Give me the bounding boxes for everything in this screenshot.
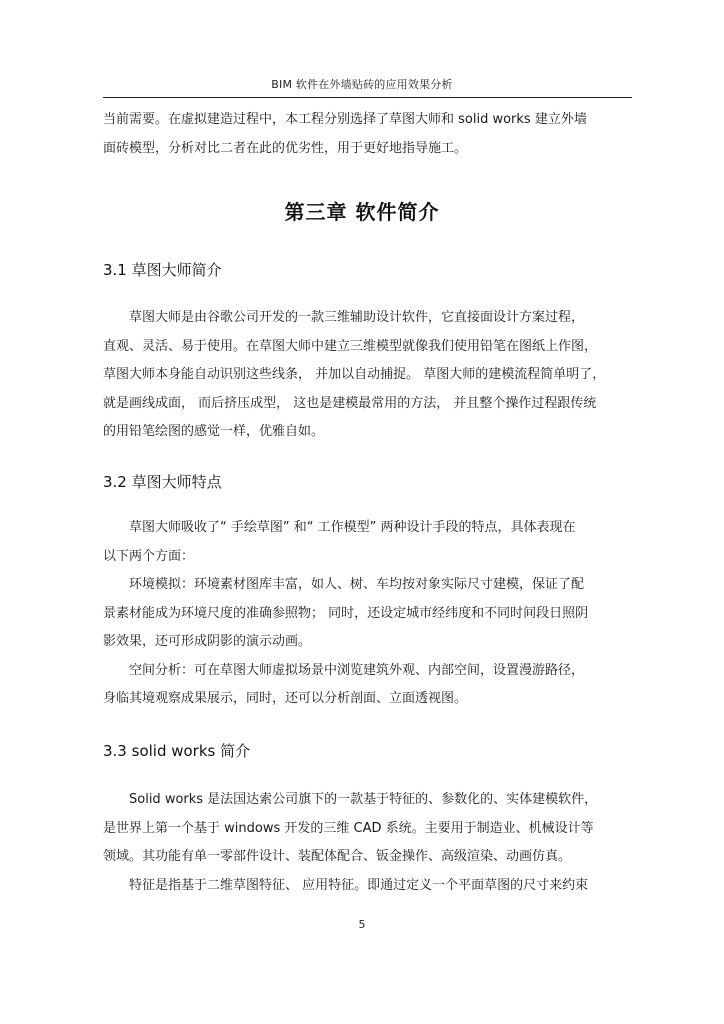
paragraph-line: 身临其境观察成果展示，同时，还可以分析剖面、立面透视图。 — [103, 691, 468, 706]
chapter-title: 第三章 软件简介 — [284, 200, 440, 224]
paragraph-line: 环境模拟：环境素材图库丰富，如人、树、车均按对象实际尺寸建模，保证了配 — [129, 577, 585, 592]
section-heading-3-2: 3.2 草图大师特点 — [103, 473, 222, 491]
section-3-1-paragraph — [103, 304, 632, 447]
paragraph-line: Solid works 是法国达索公司旗下的一款基于特征的、参数化的、实体建模软件， — [129, 792, 598, 807]
intro-line: 面砖模型，分析对比二者在此的优劣性，用于更好地指导施工。 — [103, 140, 468, 156]
paragraph-line: 影效果，还可形成阴影的演示动画。 — [103, 634, 312, 649]
intro-paragraph — [103, 106, 632, 163]
paragraph-line: 是世界上第一个基于 windows 开发的三维 CAD 系统。主要用于制造业、机械设计等 — [103, 820, 594, 836]
paragraph-line: 景素材能成为环境尺度的准确参照物； 同时，还设定城市经纬度和不同时间段日照阴 — [103, 605, 589, 621]
section-heading-3-3: 3.3 solid works 简介 — [103, 742, 251, 760]
paragraph-line: 草图大师本身能自动识别这些线条， 并加以自动捕捉。 草图大师的建模流程简单明了， — [103, 367, 606, 382]
page-number: 5 — [358, 918, 366, 931]
paragraph-line: 特征是指基于二维草图特征、 应用特征。即通过定义一个平面草图的尺寸来约束 — [129, 877, 589, 893]
running-header: BIM 软件在外墙贴砖的应用效果分析 — [271, 78, 453, 91]
paragraph-line: 的用铅笔绘图的感觉一样，优雅自如。 — [103, 424, 325, 439]
section-heading-3-1: 3.1 草图大师简介 — [103, 261, 222, 279]
paragraph-line: 就是画线成面， 而后挤压成型， 这也是建模最常用的方法， 并且整个操作过程跟传统 — [103, 395, 597, 411]
paragraph-line: 领域。其功能有单一零部件设计、装配体配合、钣金操作、高级渲染、动画仿真。 — [103, 849, 572, 864]
paragraph-line: 空间分析：可在草图大师虚拟场景中浏览建筑外观、内部空间，设置漫游路径， — [129, 662, 585, 678]
section-3-2-paragraph — [103, 514, 632, 714]
paragraph-line: 草图大师是由谷歌公司开发的一款三维辅助设计软件，它直接面设计方案过程， — [129, 310, 585, 325]
header-rule — [103, 97, 632, 98]
intro-line: 当前需要。在虚拟建造过程中，本工程分别选择了草图大师和 solid works 建立外墙 — [103, 112, 587, 127]
paragraph-line: 以下两个方面： — [103, 548, 195, 564]
section-3-3-paragraph — [103, 786, 632, 900]
paragraph-line: 草图大师吸收了“ 手绘草图” 和“ 工作模型” 两种设计手段的特点，具体表现在 — [129, 520, 576, 535]
paragraph-line: 直观、灵活、易于使用。在草图大师中建立三维模型就像我们使用铅笔在图纸上作图， — [103, 338, 598, 354]
